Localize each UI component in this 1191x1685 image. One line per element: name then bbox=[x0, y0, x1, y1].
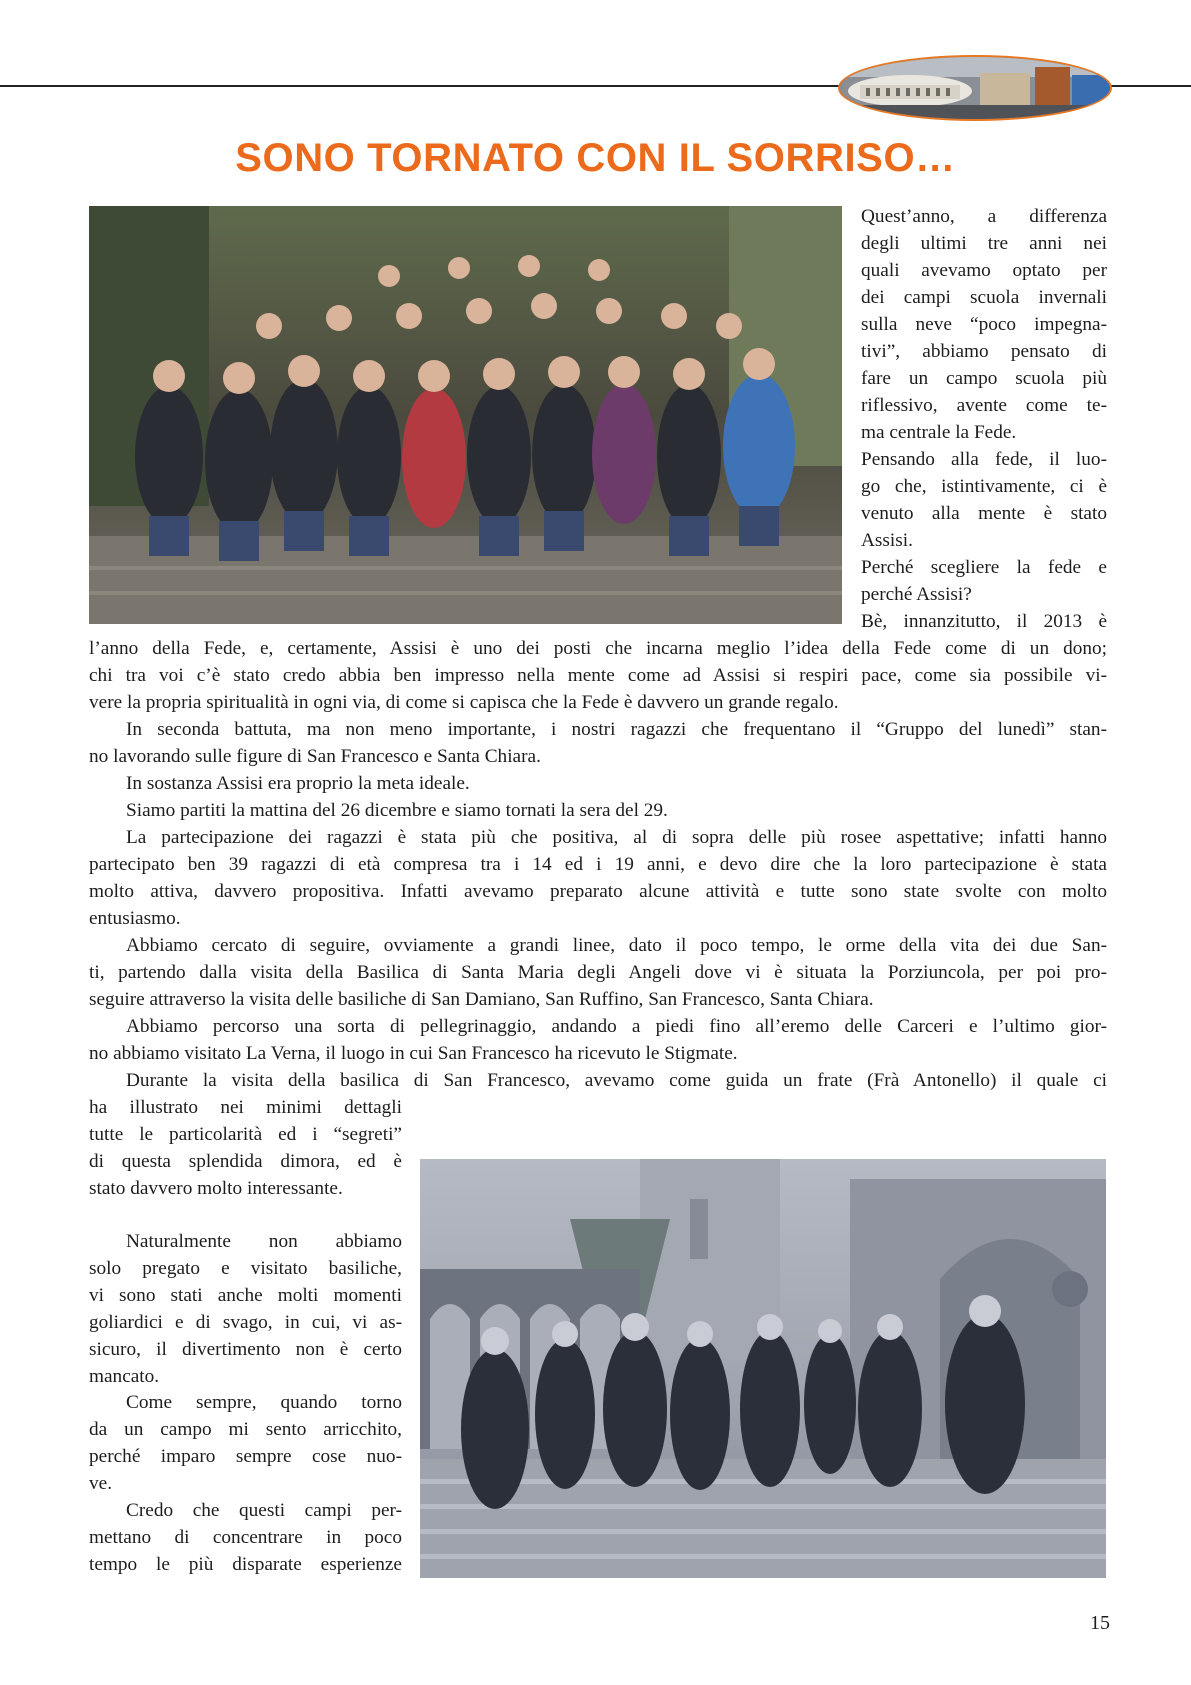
text-line: stato davvero molto interessante. bbox=[89, 1178, 343, 1199]
text-line: no abbiamo visitato La Verna, il luogo in cui San Francesco ha ricevuto le Stigmate. bbox=[89, 1043, 738, 1064]
durante-paragraph bbox=[89, 1094, 402, 1202]
text-line: sulla neve “poco impegna- bbox=[861, 314, 1107, 335]
text-line: Bè, innanzitutto, il 2013 è bbox=[861, 611, 1107, 632]
text-line: entusiasmo. bbox=[89, 908, 181, 929]
text-line: solo pregato e visitato basiliche, bbox=[89, 1258, 402, 1279]
group-photo bbox=[89, 206, 842, 624]
text-line: l’anno della Fede, e, certamente, Assisi è uno dei posti che incarna meglio l’idea della Fede come di un dono; bbox=[89, 638, 1107, 659]
durante-first-line bbox=[89, 1067, 1107, 1094]
text-line: Come sempre, quando torno bbox=[126, 1392, 402, 1413]
battuta-paragraph bbox=[89, 716, 1107, 770]
text-line: fare un campo scuola più bbox=[861, 368, 1107, 389]
text-line: In sostanza Assisi era proprio la meta ideale. bbox=[126, 773, 470, 794]
text-line: Durante la visita della basilica di San Francesco, avevamo come guida un frate (Frà Antonello) il quale ci bbox=[126, 1070, 1107, 1091]
text-line: riflessivo, avente come te- bbox=[861, 395, 1107, 416]
text-line: vere la propria spiritualità in ogni via, di come si capisca che la Fede è davvero un grande regalo. bbox=[89, 692, 839, 713]
text-line: Quest’anno, a differenza bbox=[861, 206, 1107, 227]
text-line: dei campi scuola invernali bbox=[861, 287, 1107, 308]
partiti-paragraph bbox=[89, 797, 1107, 824]
text-line: perché Assisi? bbox=[861, 584, 972, 605]
text-line: tempo le più disparate esperienze bbox=[89, 1554, 402, 1575]
text-line: ti, partendo dalla visita della Basilica di Santa Maria degli Angeli dove vi è situata la Porziuncola, per poi pro- bbox=[89, 962, 1107, 983]
partecipazione-paragraph bbox=[89, 824, 1107, 932]
text-line: no lavorando sulle figure di San Francesco e Santa Chiara. bbox=[89, 746, 541, 767]
text-line: goliardici e di svago, in cui, vi as- bbox=[89, 1312, 402, 1333]
naturalmente-paragraph bbox=[89, 1228, 402, 1390]
text-line: Assisi. bbox=[861, 530, 913, 551]
text-line: Abbiamo cercato di seguire, ovviamente a grandi linee, dato il poco tempo, le orme della vita dei due San- bbox=[126, 935, 1107, 956]
text-line: partecipato ben 39 ragazzi di età compresa tra i 14 ed i 19 anni, e devo dire che la loro partecipazione è stata bbox=[89, 854, 1107, 875]
sempre-paragraph bbox=[89, 1389, 402, 1497]
text-line: quali avevamo optato per bbox=[861, 260, 1107, 281]
text-line: tutte le particolarità ed i “segreti” bbox=[89, 1124, 402, 1145]
text-line: perché imparo sempre cose nuo- bbox=[89, 1446, 402, 1467]
seguire-paragraph bbox=[89, 932, 1107, 1013]
text-line: seguire attraverso la visita delle basiliche di San Damiano, San Ruffino, San Francesco, Santa Chiara. bbox=[89, 989, 874, 1010]
text-line: Pensando alla fede, il luo- bbox=[861, 449, 1107, 470]
basilica-photo bbox=[420, 1159, 1106, 1578]
text-line: chi tra voi c’è stato credo abbia ben impresso nella mente come ad Assisi si respiri pace, come sia possibile vi- bbox=[89, 665, 1107, 686]
text-line: ha illustrato nei minimi dettagli bbox=[89, 1097, 402, 1118]
text-line: ma centrale la Fede. bbox=[861, 422, 1017, 443]
page-number: 15 bbox=[1090, 1612, 1110, 1634]
article-title: SONO TORNATO CON IL SORRISO… bbox=[235, 136, 956, 180]
header-photo bbox=[838, 55, 1112, 121]
text-line: Perché scegliere la fede e bbox=[861, 557, 1107, 578]
text-line: di questa splendida dimora, ed è bbox=[89, 1151, 402, 1172]
text-line: da un campo mi sento arricchito, bbox=[89, 1419, 402, 1440]
sostanza-paragraph bbox=[89, 770, 1107, 797]
text-line: sicuro, il divertimento non è certo bbox=[89, 1339, 402, 1360]
text-line: In seconda battuta, ma non meno importante, i nostri ragazzi che frequentano il “Gruppo del lunedì” stan- bbox=[126, 719, 1107, 740]
text-line: tivi”, abbiamo pensato di bbox=[861, 341, 1107, 362]
text-line: go che, istintivamente, ci è bbox=[861, 476, 1107, 497]
credo-paragraph bbox=[89, 1497, 402, 1578]
text-line: Credo che questi campi per- bbox=[126, 1500, 402, 1521]
text-line: La partecipazione dei ragazzi è stata più che positiva, al di sopra delle più rosee aspettative; infatti hanno bbox=[126, 827, 1107, 848]
text-line: venuto alla mente è stato bbox=[861, 503, 1107, 524]
text-line: mettano di concentrare in poco bbox=[89, 1527, 402, 1548]
percorso-paragraph bbox=[89, 1013, 1107, 1067]
text-line: Siamo partiti la mattina del 26 dicembre e siamo tornati la sera del 29. bbox=[126, 800, 668, 821]
text-line: molto attiva, davvero propositiva. Infatti avevamo preparato alcune attività e tutte sono state svolte con molto bbox=[89, 881, 1107, 902]
text-line: Abbiamo percorso una sorta di pellegrinaggio, andando a piedi fino all’eremo delle Carceri e l’ultimo gior- bbox=[126, 1016, 1107, 1037]
text-line: Naturalmente non abbiamo bbox=[126, 1231, 402, 1252]
fede-paragraph bbox=[89, 635, 1107, 716]
text-line: ve. bbox=[89, 1473, 113, 1494]
text-line: mancato. bbox=[89, 1366, 160, 1387]
text-line: degli ultimi tre anni nei bbox=[861, 233, 1107, 254]
intro-paragraph bbox=[861, 203, 1107, 635]
text-line: vi sono stati anche molti momenti bbox=[89, 1285, 402, 1306]
